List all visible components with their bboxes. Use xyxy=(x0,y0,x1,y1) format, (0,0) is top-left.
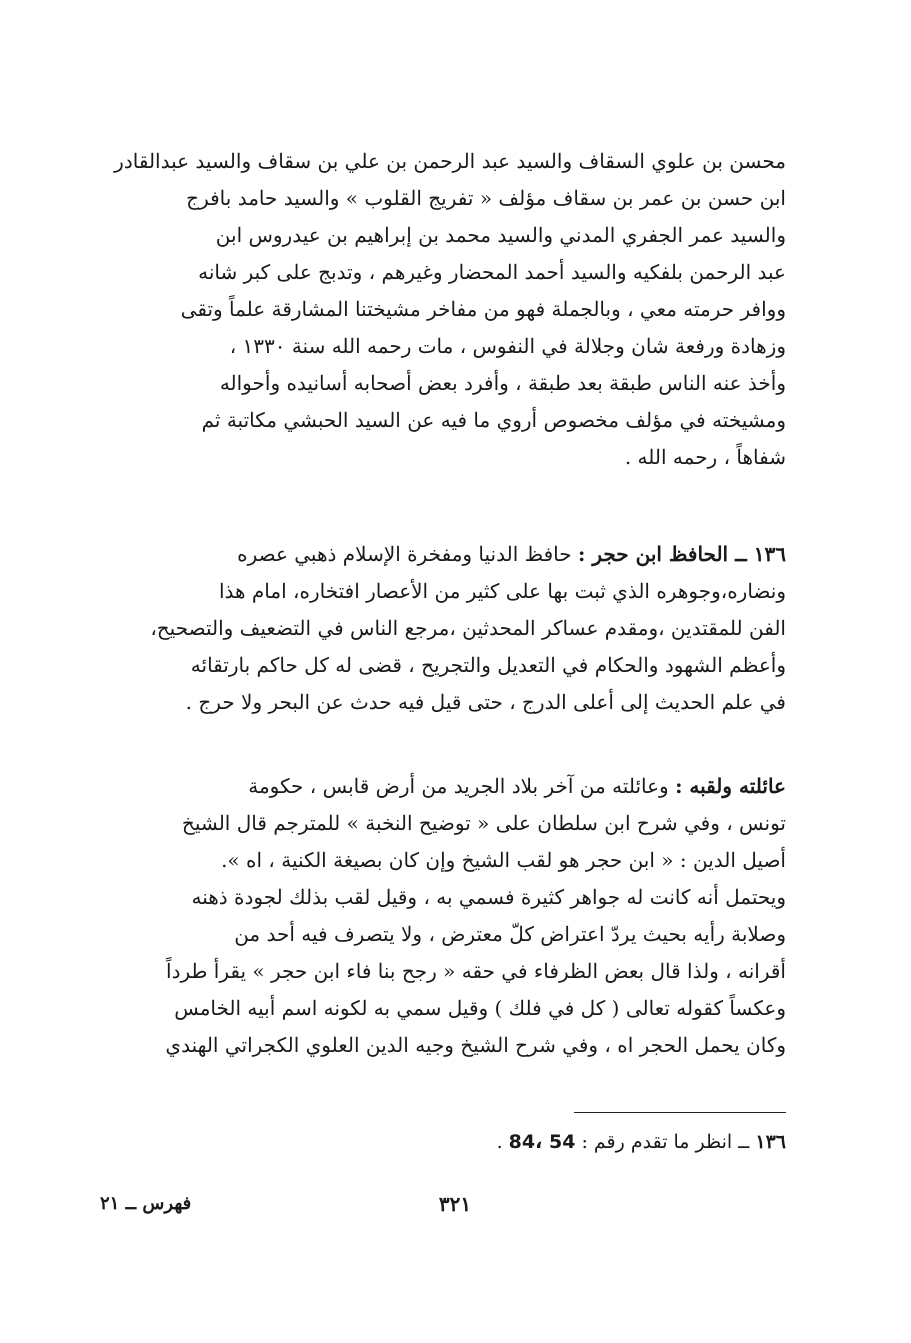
entry-paragraph-ibn-hajar xyxy=(104,536,786,721)
text-line: أقرانه ، ولذا قال بعض الظرفاء في حقه « رجح بنا فاء ابن حجر » يقرأ طرداً xyxy=(166,959,786,983)
text-line: وعكساً كقوله تعالى ( كل في فلك ) وقيل سمي به لكونه اسم أبيه الخامس xyxy=(174,996,786,1020)
page-number: ٣٢١ xyxy=(438,1192,472,1216)
signature-mark: فهرس ــ ٢١ xyxy=(100,1193,192,1214)
text-line: ومشيخته في مؤلف مخصوص أروي ما فيه عن السيد الحبشي مكاتبة ثم xyxy=(201,408,786,432)
section-first-line xyxy=(104,768,786,805)
paragraph-continuation xyxy=(104,143,786,476)
text-line: ويحتمل أنه كانت له جواهر كثيرة فسمي به ، وقيل لقب بذلك لجودة ذهنه xyxy=(191,885,786,909)
text-line: وأخذ عنه الناس طبقة بعد طبقة ، وأفرد بعض أصحابه أسانيده وأحواله xyxy=(219,371,786,395)
footnote-number: ١٣٦ xyxy=(755,1131,786,1153)
footnote-references: 54 ،84 xyxy=(508,1131,576,1153)
text-line: الفن للمقتدين ،ومقدم عساكر المحدثين ،مرجع الناس في التضعيف والتصحيح، xyxy=(150,616,786,640)
footnote-end: . xyxy=(496,1131,509,1153)
section-first-line-text: وعائلته من آخر بلاد الجريد من أرض قابس ، حكومة xyxy=(248,774,676,798)
footnote-text: ــ انظر ما تقدم رقم : xyxy=(575,1131,756,1153)
entry-first-line-text: حافظ الدنيا ومفخرة الإسلام ذهبي عصره xyxy=(237,542,578,566)
text-line: ووافر حرمته معي ، وبالجملة فهو من مفاخر مشيختنا المشارقة علماً وتقى xyxy=(180,297,786,321)
family-and-title-paragraph xyxy=(104,768,786,1064)
text-line: ابن حسن بن عمر بن سقاف مؤلف « تفريج القلوب » والسيد حامد بافرج xyxy=(186,186,786,210)
text-line: وصلابة رأيه بحيث يردّ اعتراض كلّ معترض ، ولا يتصرف فيه أحد من xyxy=(234,922,786,946)
text-line: وأعظم الشهود والحكام في التعديل والتجريح ، قضى له كل حاكم بارتقائه xyxy=(190,653,786,677)
text-line: ونضاره،وجوهره الذي ثبت بها على كثير من الأعصار افتخاره، امام هذا xyxy=(218,579,786,603)
text-line: وزهادة ورفعة شان وجلالة في النفوس ، مات رحمه الله سنة ١٣٣٠ ، xyxy=(229,334,786,358)
footnote-divider xyxy=(574,1112,786,1113)
text-line: محسن بن علوي السقاف والسيد عبد الرحمن بن علي بن سقاف والسيد عبدالقادر xyxy=(114,149,786,173)
section-heading: عائلته ولقبه : xyxy=(675,774,786,798)
text-line: والسيد عمر الجفري المدني والسيد محمد بن إبراهيم بن عيدروس ابن xyxy=(215,223,786,247)
text-line: في علم الحديث إلى أعلى الدرج ، حتى قيل فيه حدث عن البحر ولا حرج . xyxy=(185,690,786,714)
footnote xyxy=(380,1124,786,1160)
text-line: عبد الرحمن بلفكيه والسيد أحمد المحضار وغيرهم ، وتدبج على كبر شانه xyxy=(198,260,786,284)
entry-first-line xyxy=(104,536,786,573)
text-line: تونس ، وفي شرح ابن سلطان على « توضيح النخبة » للمترجم قال الشيخ xyxy=(181,811,786,835)
entry-heading: ١٣٦ ــ الحافظ ابن حجر : xyxy=(577,542,786,566)
text-line: أصيل الدين : « ابن حجر هو لقب الشيخ وإن كان بصيغة الكنية ، اه ». xyxy=(221,848,786,872)
text-line: شفاهاً ، رحمه الله . xyxy=(624,445,786,469)
text-line: وكان يحمل الحجر اه ، وفي شرح الشيخ وجيه الدين العلوي الكجراتي الهندي xyxy=(165,1033,786,1057)
